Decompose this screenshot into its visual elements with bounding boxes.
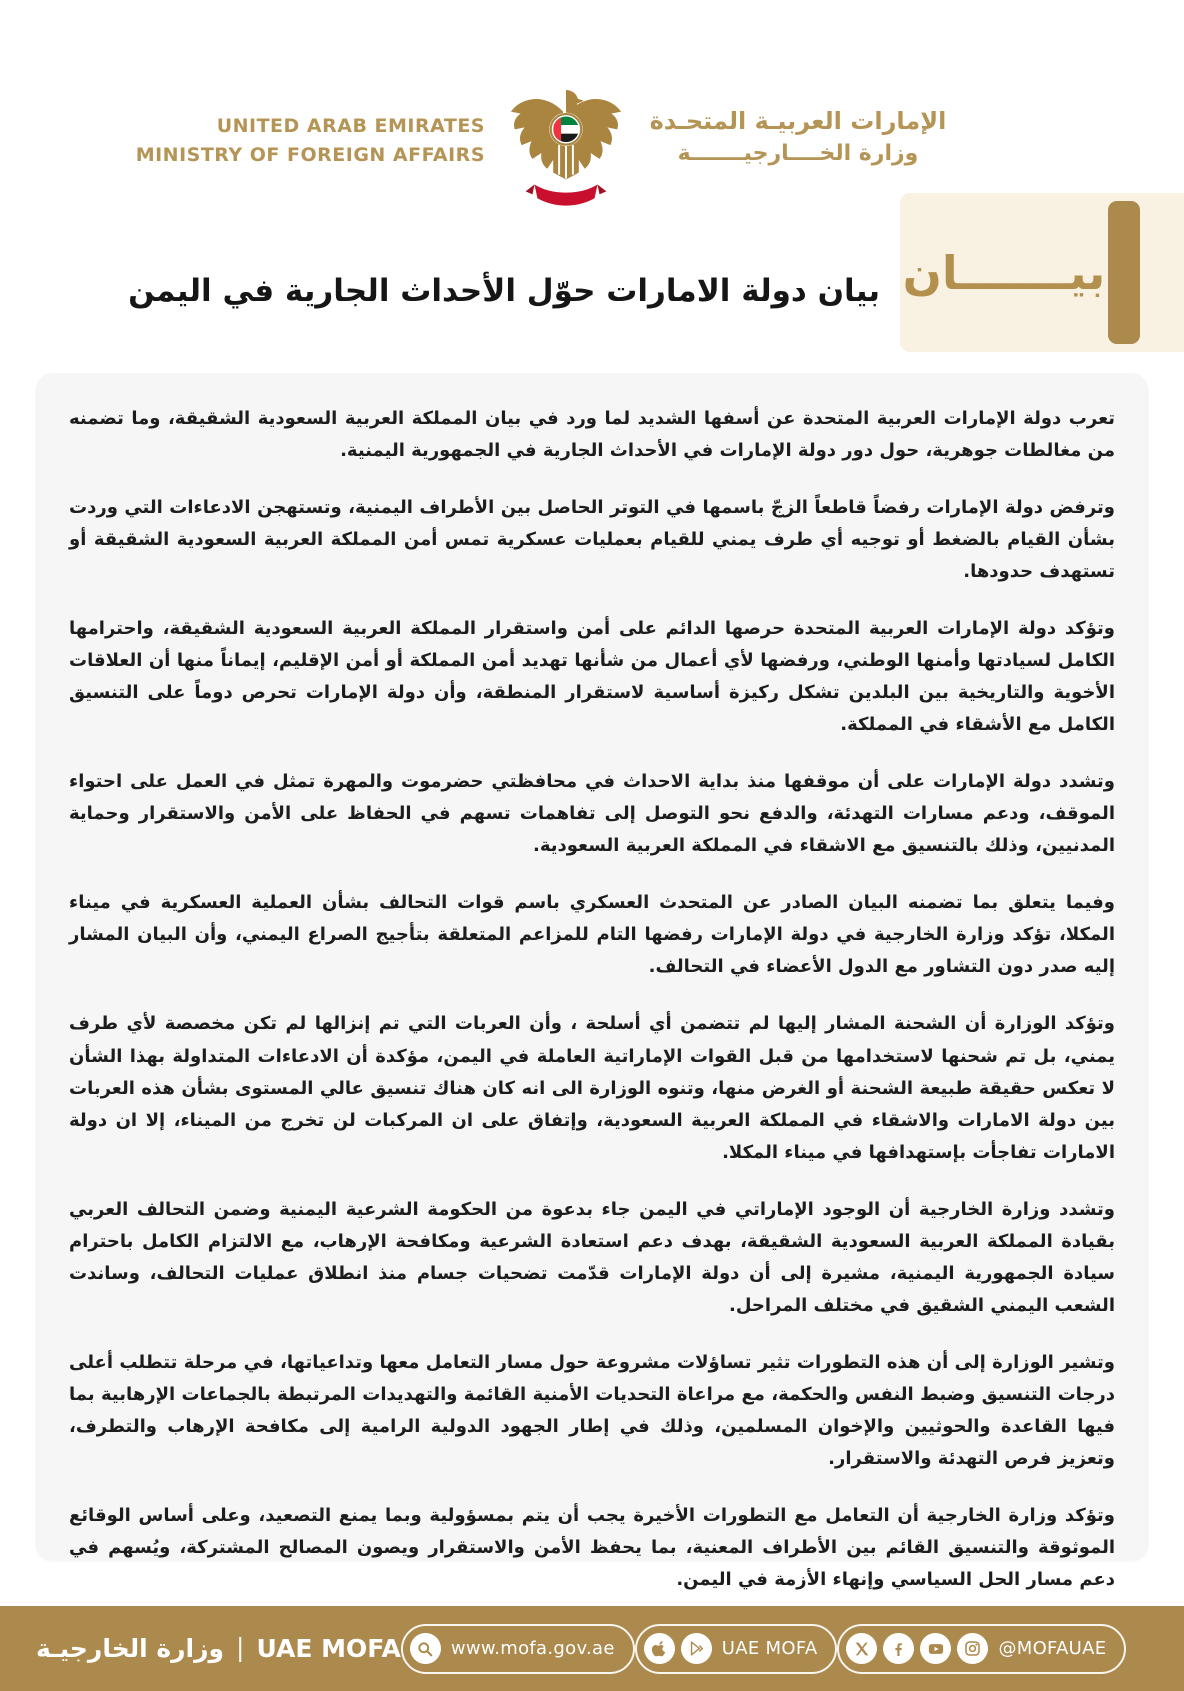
social-pill[interactable] [837, 1624, 1126, 1674]
website-pill[interactable] [401, 1624, 635, 1674]
facebook-icon [883, 1633, 914, 1664]
ministry-name-en-line1: UNITED ARAB EMIRATES [216, 115, 485, 137]
paragraph-3: وتؤكد دولة الإمارات العربية المتحدة حرصها الدائم على أمن واستقرار المملكة العربية السعودية الشقيقة، واحترامها الكامل لسيادتها وأمنها الوطني، ورفضها لأي أعمال من شأنها تهديد أمن المملكة أو أمن الإقليم، إيماناً منها أن العلاقات الأخوية والتاريخية بين البلدين تشكل ركيزة أساسية لاستقرار المنطقة، وأن دولة الإمارات تحرص دوماً على التنسيق الكامل مع الأشقاء في المملكة. [69, 618, 1115, 736]
x-icon [846, 1633, 877, 1664]
statement-body [35, 373, 1149, 1590]
paragraph-7: وتشدد وزارة الخارجية أن الوجود الإماراتي في اليمن جاء بدعوة من الحكومة الشرعية اليمنية وضمن التحالف العربي بقيادة المملكة العربية السعودية الشقيقة، بهدف دعم استعادة الشرعية ومكافحة الإرهاب، مع الالتزام الكامل باحترام سيادة الجمهورية اليمنية، مشيرة إلى أن دولة الإمارات قدّمت تضحيات جسام منذ انطلاق عمليات التحالف، وساندت الشعب اليمني الشقيق في مختلف المراحل. [69, 1198, 1115, 1316]
ministry-name-arabic [648, 104, 948, 170]
youtube-icon [920, 1633, 951, 1664]
footer-brand-english: UAE MOFA [256, 1634, 401, 1663]
bayan-label: بيـــــــان [902, 245, 1106, 300]
ministry-name-english [136, 112, 485, 170]
footer-brand-arabic: وزارة الخارجيـة [36, 1634, 225, 1663]
website-url: www.mofa.gov.ae [450, 1638, 615, 1659]
instagram-icon [957, 1633, 988, 1664]
paragraph-5: وفيما يتعلق بما تضمنه البيان الصادر عن المتحدث العسكري باسم قوات التحالف بشأن العملية العسكرية في ميناء المكلا، تؤكد وزارة الخارجية في دولة الإمارات رفضها التام للمزاعم المتعلقة بتأجيج الصراع اليمني، وأن البيان المشار إليه صدر دون التشاور مع الدول الأعضاء في التحالف. [69, 892, 1115, 978]
footer-brand-separator: | [236, 1633, 245, 1662]
footer-bar [0, 1606, 1184, 1691]
ministry-name-en-line2: MINISTRY OF FOREIGN AFFAIRS [135, 144, 485, 166]
google-play-icon [681, 1633, 712, 1664]
apple-icon [644, 1633, 675, 1664]
uae-falcon-emblem-icon [506, 86, 626, 216]
paragraph-6: وتؤكد الوزارة أن الشحنة المشار إليها لم تتضمن أي أسلحة ، وأن العربات التي تم إنزالها لم تكن مخصصة لأي طرف يمني، بل تم شحنها لاستخدامها من قبل القوات الإماراتية العاملة في اليمن، مؤكدة أن الادعاءات المتداولة بهذا الشأن لا تعكس حقيقة طبيعة الشحنة أو الغرض منها، وتنوه الوزارة الى انه كان هناك تنسيق عالي المستوى بشأن هذه العربات بين دولة الامارات والاشقاء في المملكة العربية السعودية، وإتفاق على ان المركبات لن تخرج من الميناء، إلا ان دولة الامارات تفاجأت بإستهدافها في ميناء المكلا. [69, 1013, 1115, 1163]
paragraph-1: تعرب دولة الإمارات العربية المتحدة عن أسفها الشديد لما ورد في بيان المملكة العربية السعودية الشقيقة، وما تضمنه من مغالطات جوهرية، حول دور دولة الإمارات في الأحداث الجارية في الجمهورية اليمنية. [69, 408, 1115, 462]
paragraph-8: وتشير الوزارة إلى أن هذه التطورات تثير تساؤلات مشروعة حول مسار التعامل معها وتداعياتها، في مرحلة تتطلب أعلى درجات التنسيق وضبط النفس والحكمة، مع مراعاة التحديات الأمنية القائمة والتهديدات المرتبطة بالجماعات الإرهابية بما فيها القاعدة والحوثيين والإخوان المسلمين، وذلك في إطار الجهود الدولية الرامية إلى مكافحة الإرهاب والتطرف، وتعزيز فرص التهدئة والاستقرار. [69, 1351, 1115, 1469]
apps-label: UAE MOFA [721, 1638, 818, 1659]
footer-brand [36, 1634, 401, 1663]
statement-title: بيان دولة الامارات حوّل الأحداث الجارية في اليمن [128, 272, 880, 309]
ministry-name-ar-line2: وزارة الخــــارجيـــــــة [677, 141, 919, 166]
search-icon [410, 1633, 441, 1664]
paragraph-2: وترفض دولة الإمارات رفضاً قاطعاً الزجّ باسمها في التوتر الحاصل بين الأطراف اليمنية، وتستهجن الادعاءات التي وردت بشأن القيام بالضغط أو توجيه أي طرف يمني للقيام بعمليات عسكرية تمس أمن المملكة العربية السعودية الشقيقة أو تستهدف حدودها. [69, 497, 1115, 583]
bayan-label-box [900, 193, 1184, 352]
gold-accent-bar [1108, 201, 1140, 344]
paragraph-4: وتشدد دولة الإمارات على أن موقفها منذ بداية الاحداث في محافظتي حضرموت والمهرة تمثل في العمل على احتواء الموقف، ودعم مسارات التهدئة، والدفع نحو التوصل إلى تفاهمات تسهم في الحفاظ على الأمن والاستقرار وحماية المدنيين، وذلك بالتنسيق مع الاشقاء في المملكة العربية السعودية. [69, 771, 1115, 857]
ministry-name-ar-line1: الإمارات العربيـة المتحـدة [649, 107, 947, 135]
apps-pill[interactable] [635, 1624, 838, 1674]
social-handle: @MOFAUAE [998, 1638, 1107, 1659]
paragraph-9: وتؤكد وزارة الخارجية أن التعامل مع التطورات الأخيرة يجب أن يتم بمسؤولية وبما يمنع التصعيد، وعلى أساس الوقائع الموثوقة والتنسيق القائم بين الأطراف المعنية، بما يحفظ الأمن والاستقرار ويصون المصالح المشتركة، ويُسهم في دعم مسار الحل السياسي وإنهاء الأزمة في اليمن. [69, 1504, 1115, 1590]
